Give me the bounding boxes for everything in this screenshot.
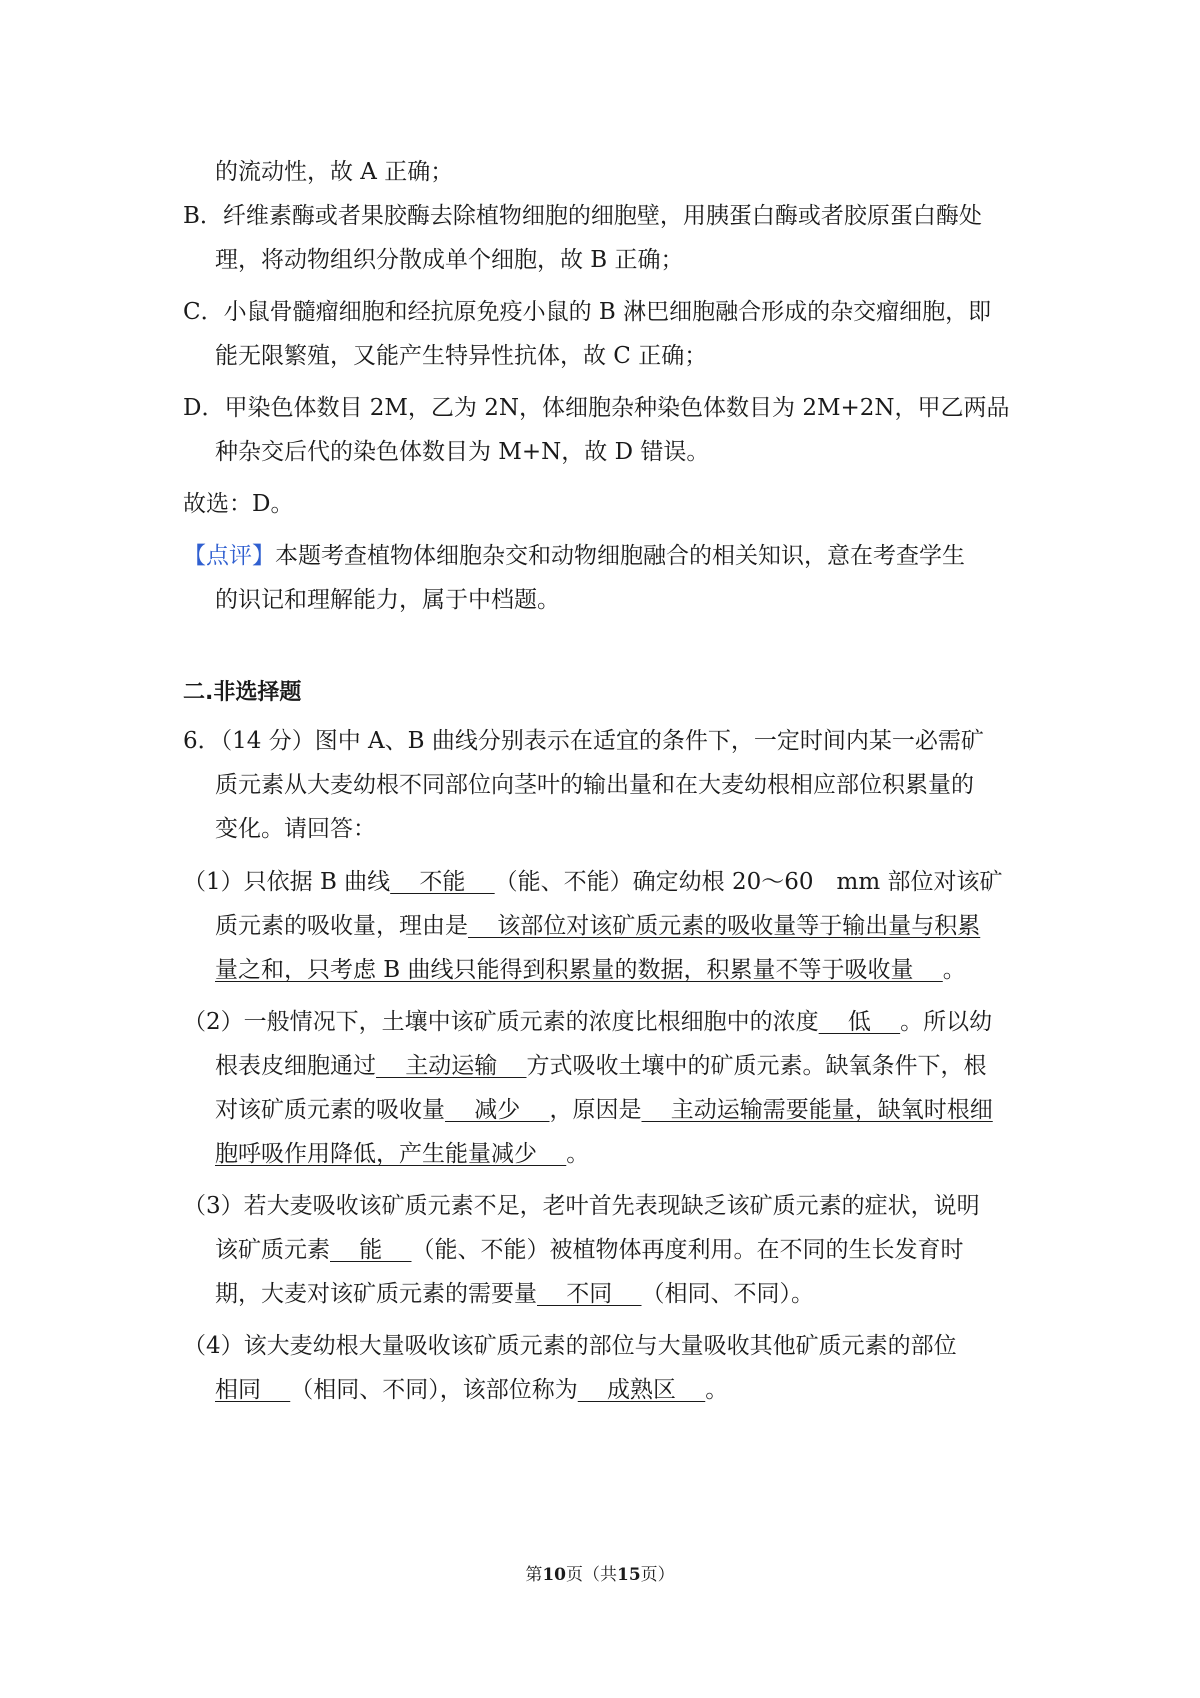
answer-blank: 胞呼吸作用降低，产生能量减少: [215, 1141, 567, 1167]
answer-d-line2: 种杂交后代的染色体数目为 M+N，故 D 错误。: [215, 439, 710, 465]
text: （2）一般情况下，土壤中该矿质元素的浓度比根细胞中的浓度: [183, 1009, 819, 1035]
answer-blank: 不同: [537, 1281, 642, 1307]
page-number: 10: [542, 1565, 566, 1585]
comment-text: 本题考查植物体细胞杂交和动物细胞融合的相关知识，意在考查学生: [275, 543, 965, 569]
comment-line1: [183, 540, 965, 572]
answer-blank: 减少: [445, 1097, 550, 1123]
answer-b-line2: 理，将动物组织分散成单个细胞，故 B 正确；: [215, 247, 684, 273]
text: 期，大麦对该矿质元素的需要量: [215, 1281, 537, 1307]
answer-c-line1: C．小鼠骨髓瘤细胞和经抗原免疫小鼠的 B 淋巴细胞融合形成的杂交瘤细胞，即: [183, 299, 992, 325]
text: （相同、不同）。: [641, 1281, 814, 1307]
text: 质元素的吸收量，理由是: [215, 913, 468, 939]
answer-blank: 低: [818, 1009, 901, 1035]
text: 。: [705, 1377, 729, 1403]
page-footer: [0, 1560, 1200, 1585]
q6-stem-line1: 6．（14 分）图中 A、B 曲线分别表示在适宜的条件下，一定时间内某一必需矿: [183, 728, 984, 754]
q6-part3-line2: [215, 1234, 964, 1266]
q6-part1-line1: [183, 866, 1002, 898]
answer-blank: 相同: [215, 1377, 291, 1403]
text: （能、不能）确定幼根 20～60 mm 部位对该矿: [494, 869, 1003, 895]
q6-part2-line3: [215, 1094, 993, 1126]
answer-d-line1: D．甲染色体数目 2M，乙为 2N，体细胞杂种染色体数目为 2M+2N，甲乙两品: [183, 395, 1010, 421]
q6-part2-line4: [215, 1138, 589, 1170]
answer-blank: 不能: [390, 869, 495, 895]
answer-blank: 该部位对该矿质元素的吸收量等于输出量与积累: [468, 913, 981, 939]
text: 。: [566, 1141, 590, 1167]
comment-tag: 【点评】: [183, 543, 275, 569]
answer-b-line1: B．纤维素酶或者果胶酶去除植物细胞的细胞壁，用胰蛋白酶或者胶原蛋白酶处: [183, 203, 982, 229]
text: 该矿质元素: [215, 1237, 330, 1263]
q6-part4-line1: （4）该大麦幼根大量吸收该矿质元素的部位与大量吸收其他矿质元素的部位: [183, 1333, 957, 1359]
answer-c-line2: 能无限繁殖，又能产生特异性抗体，故 C 正确；: [215, 343, 708, 369]
text: 方式吸收土壤中的矿质元素。缺氧条件下，根: [526, 1053, 987, 1079]
answer-blank: 量之和，只考虑 B 曲线只能得到积累量的数据，积累量不等于吸收量: [215, 957, 943, 983]
q6-part3-line3: [215, 1278, 814, 1310]
text: 根表皮细胞通过: [215, 1053, 376, 1079]
q6-part4-line2: [215, 1374, 728, 1406]
answer-blank: 能: [330, 1237, 412, 1263]
q6-stem-line3: 变化。请回答：: [215, 816, 376, 842]
footer-text: 页（共: [566, 1565, 617, 1585]
answer-a-continuation: 的流动性，故 A 正确；: [215, 159, 454, 185]
q6-stem-line2: 质元素从大麦幼根不同部位向茎叶的输出量和在大麦幼根相应部位积累量的: [215, 772, 974, 798]
footer-text: 页）: [640, 1565, 675, 1585]
comment-line2: 的识记和理解能力，属于中档题。: [215, 587, 560, 613]
q6-part1-line3: [215, 954, 966, 986]
text: 。: [942, 957, 966, 983]
total-pages: 15: [617, 1565, 641, 1585]
q6-part2-line1: [183, 1006, 992, 1038]
text: 。所以幼: [900, 1009, 993, 1035]
text: 对该矿质元素的吸收量: [215, 1097, 445, 1123]
section-title: 二.非选择题: [183, 680, 302, 705]
text: ，原因是: [549, 1097, 642, 1123]
answer-blank: 主动运输: [376, 1053, 527, 1079]
answer-blank: 主动运输需要能量，缺氧时根细: [641, 1097, 993, 1123]
text: （能、不能）被植物体再度利用。在不同的生长发育时: [411, 1237, 964, 1263]
text: （相同、不同），该部位称为: [290, 1377, 578, 1403]
choice-line: 故选：D。: [183, 491, 294, 517]
text: （1）只依据 B 曲线: [183, 869, 391, 895]
q6-part1-line2: [215, 910, 980, 942]
q6-part3-line1: （3）若大麦吸收该矿质元素不足，老叶首先表现缺乏该矿质元素的症状，说明: [183, 1193, 980, 1219]
answer-blank: 成熟区: [577, 1377, 706, 1403]
footer-text: 第: [525, 1565, 543, 1585]
q6-part2-line2: [215, 1050, 987, 1082]
